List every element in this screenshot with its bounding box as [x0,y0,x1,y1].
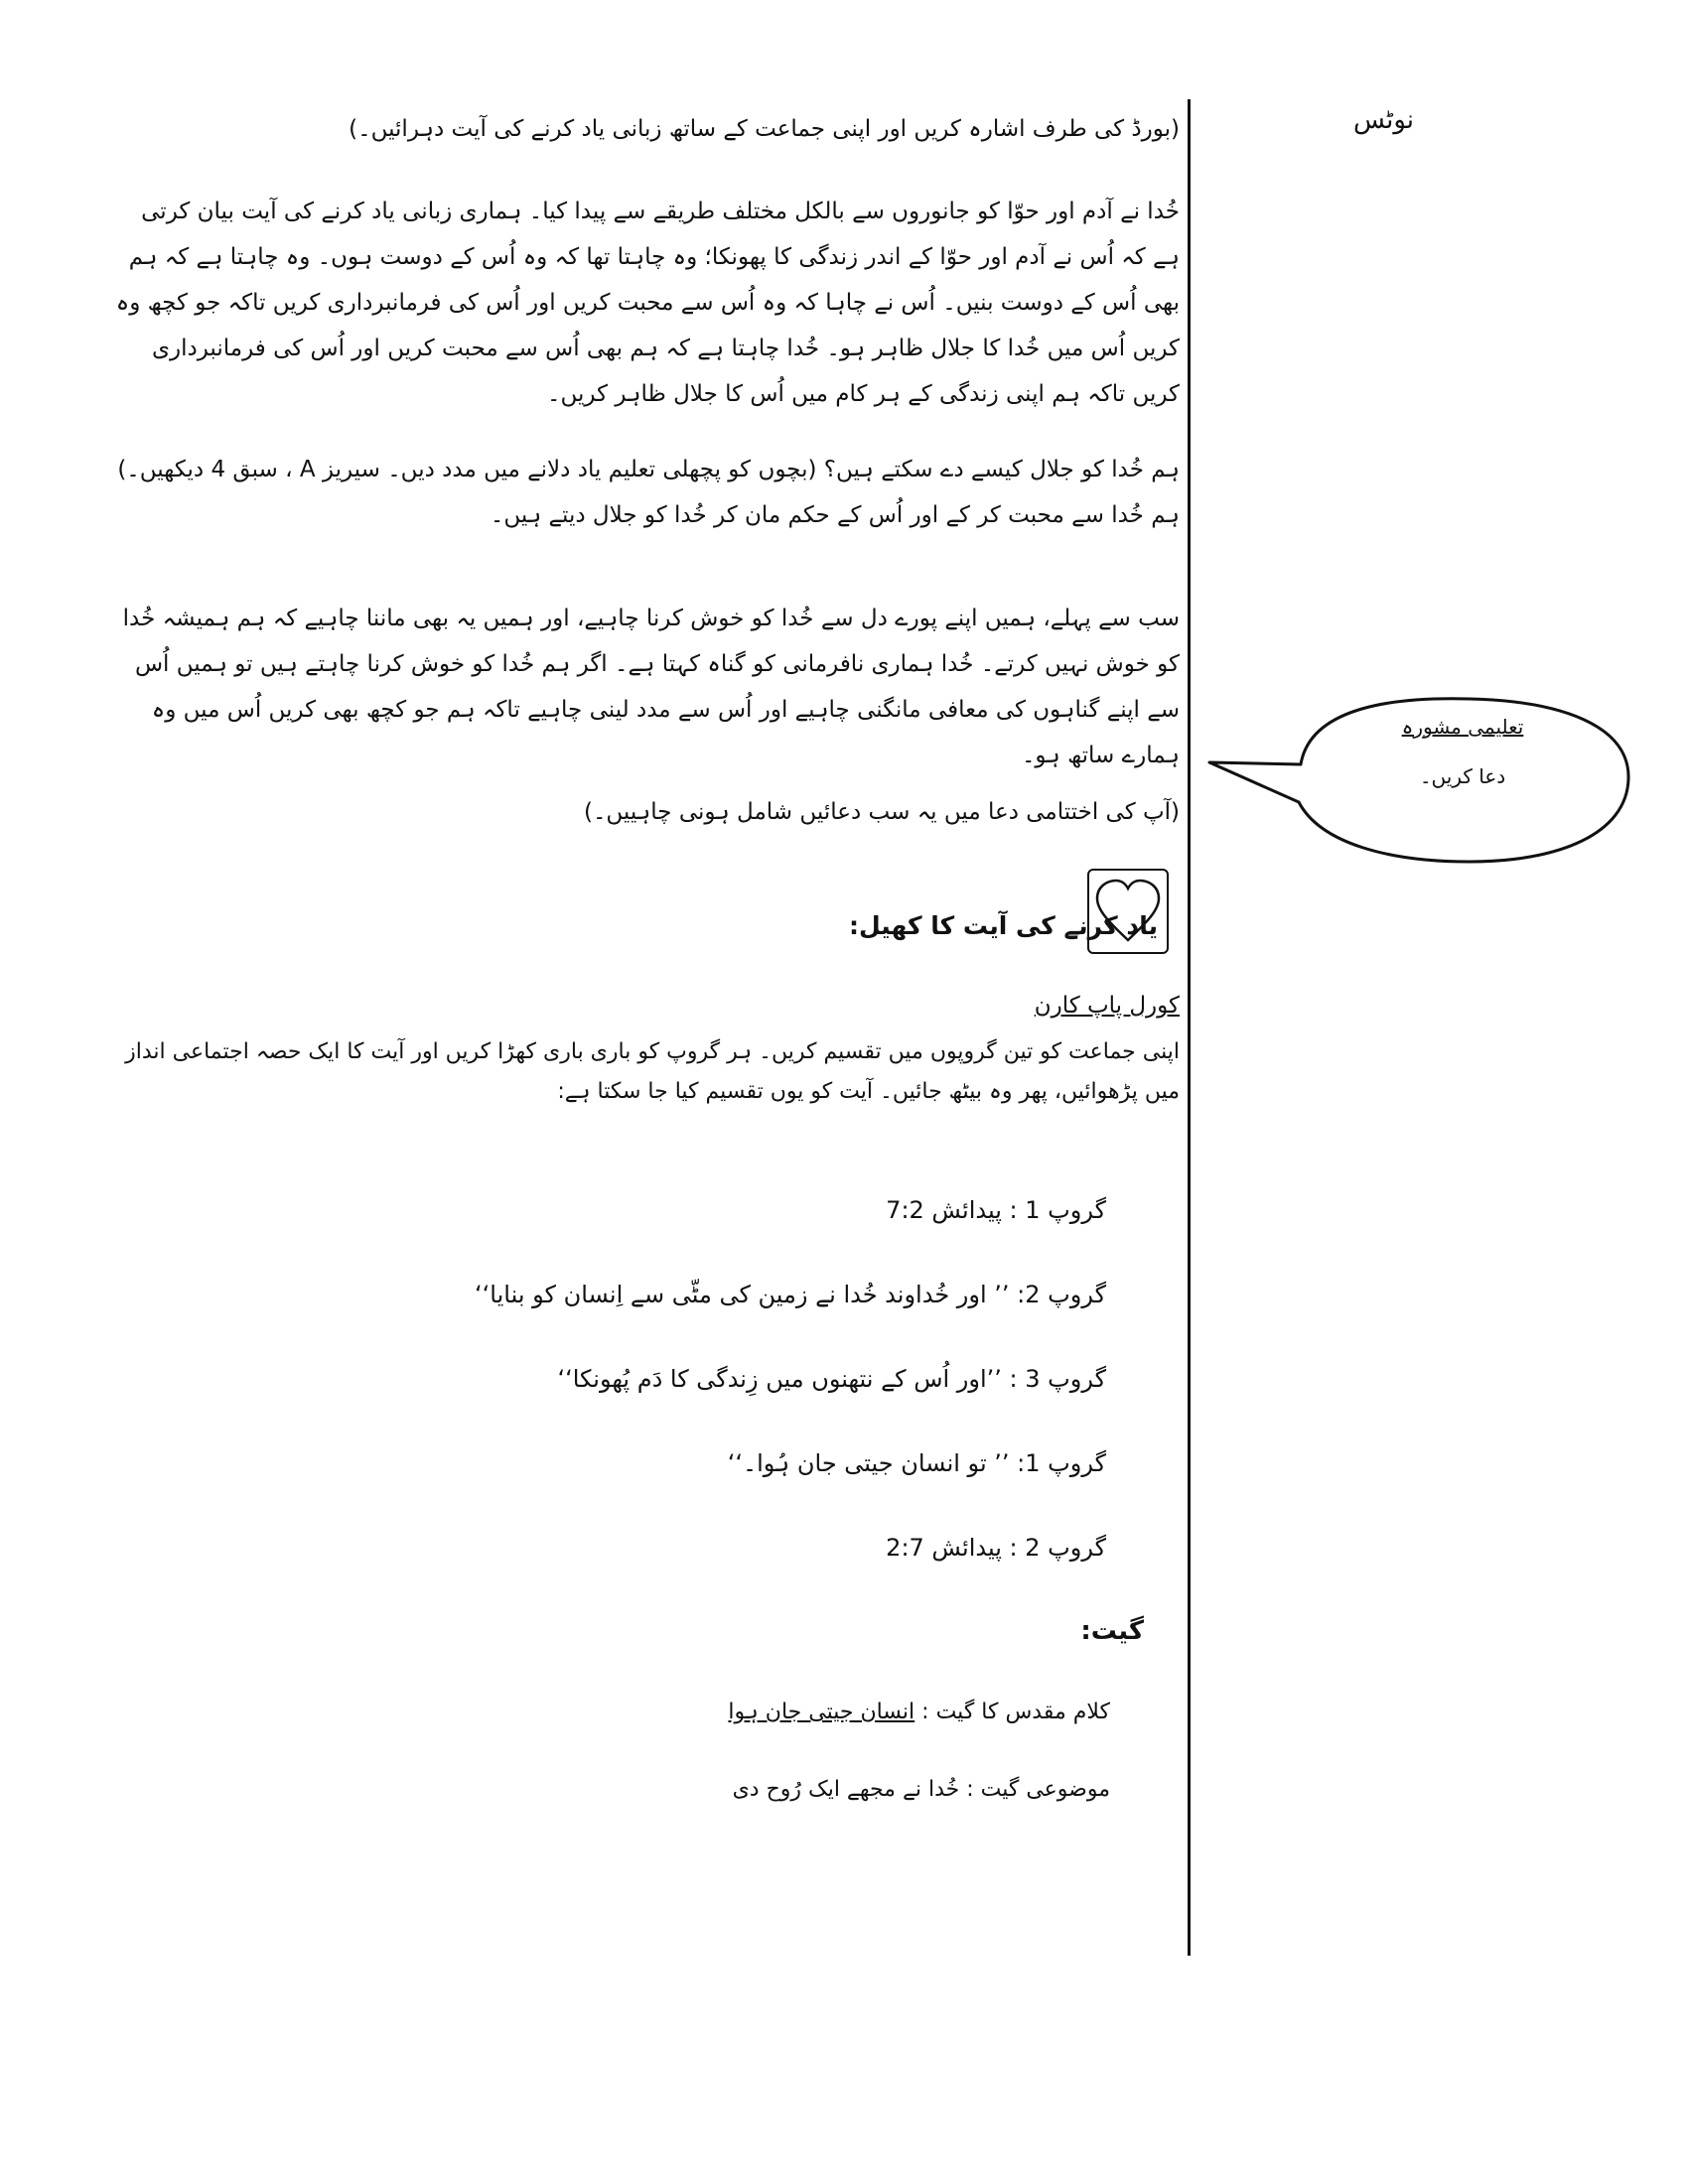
scripture-song-title: انسان جیتی جان ہوا [728,1700,915,1724]
songs-title: گیت: [1080,1616,1144,1646]
game-subtitle: کورل پاپ کارن [1034,993,1180,1019]
lesson-paragraph-creation: خُدا نے آدم اور حوّا کو جانوروں سے بالکل مختلف طریقے سے پیدا کیا۔ ہماری زبانی یاد کرنے کی آیت بیان کرتی ہے کہ اُس نے آدم اور حوّا کے اندر زندگی کا پھونکا؛ وہ چاہتا تھا کہ وہ اُس کے دوست ہوں۔ وہ چاہتا ہے کہ ہم بھی اُس کے دوست بنیں۔ اُس نے چاہا کہ وہ اُس سے محبت کریں اور اُس کی فرمانبرداری کریں تاکہ جو کچھ وہ کریں اُس میں خُدا کا جلال ظاہر ہو۔ خُدا چاہتا ہے کہ ہم بھی اُس سے محبت کریں اور اُس کی فرمانبرداری کریں تاکہ ہم اپنی زندگی کے ہر کام میں اُس کا جلال ظاہر کریں۔ [115,199,1180,407]
group-line: گروپ 2: ’’ اور خُداوند خُدا نے زمین کی مٹّی سے اِنسان کو بنایا‘‘ [475,1281,1106,1308]
instruction-note-prayer: (آپ کی اختتامی دعا میں یہ سب دعائیں شامل ہونی چاہییں۔) [583,799,1180,825]
theme-song-line [733,1777,1110,1802]
notes-title: نوٹس [1352,105,1414,135]
scripture-song-line [728,1700,1110,1724]
theme-song-label: موضوعی گیت : [966,1777,1110,1802]
game-title: یاد کرنے کی آیت کا کھیل: [849,911,1158,940]
group-line: گروپ 3 : ’’اور اُس کے نتھنوں میں زِندگی کا دَم پُھونکا‘‘ [557,1365,1106,1393]
instruction-note-board: (بورڈ کی طرف اشارہ کریں اور اپنی جماعت کے ساتھ زبانی یاد کرنے کی آیت دہرائیں۔) [349,116,1180,142]
column-divider [1188,99,1191,1956]
lesson-paragraph-glory: ہم خُدا کو جلال کیسے دے سکتے ہیں؟ (بچوں کو پچھلی تعلیم یاد دلانے میں مدد دیں۔ سیریز A ، سبق 4 دیکھیں۔) ہم خُدا سے محبت کر کے اور اُس کے حکم مان کر خُدا کو جلال دیتے ہیں۔ [117,457,1180,528]
group-line: گروپ 1 : پیدائش 7:2 [886,1196,1106,1224]
group-line: گروپ 1: ’’ تو انسان جیتی جان ہُوا۔‘‘ [727,1449,1106,1477]
theme-song-title: خُدا نے مجھے ایک رُوح دی [732,1777,960,1802]
game-instructions: اپنی جماعت کو تین گروپوں میں تقسیم کریں۔ ہر گروپ کو باری باری کھڑا کریں اور آیت کا ایک حصہ اجتماعی انداز میں پڑھوائیں، پھر وہ بیٹھ جائیں۔ آیت کو یوں تقسیم کیا جا سکتا ہے: [125,1039,1180,1104]
group-line: گروپ 2 : پیدائش 2:7 [886,1534,1106,1562]
scripture-song-label: کلام مقدس کا گیت : [921,1700,1110,1724]
lesson-paragraph-obedience: سب سے پہلے، ہمیں اپنے پورے دل سے خُدا کو خوش کرنا چاہیے، اور ہمیں یہ بھی ماننا چاہیے کہ ہم ہمیشہ خُدا کو خوش نہیں کرتے۔ خُدا ہماری نافرمانی کو گناہ کہتا ہے۔ اگر ہم خُدا کو خوش کرنا چاہتے ہیں تو ہمیں اُس سے اپنے گناہوں کی معافی مانگنی چاہیے اور اُس سے مدد لینی چاہیے تاکہ ہم جو کچھ بھی کریں اُس میں وہ ہمارے ساتھ ہو۔ [122,606,1180,768]
tip-content [1383,715,1542,788]
tip-text: دعا کریں۔ [1419,764,1506,788]
tip-title: تعلیمی مشورہ [1401,715,1524,739]
